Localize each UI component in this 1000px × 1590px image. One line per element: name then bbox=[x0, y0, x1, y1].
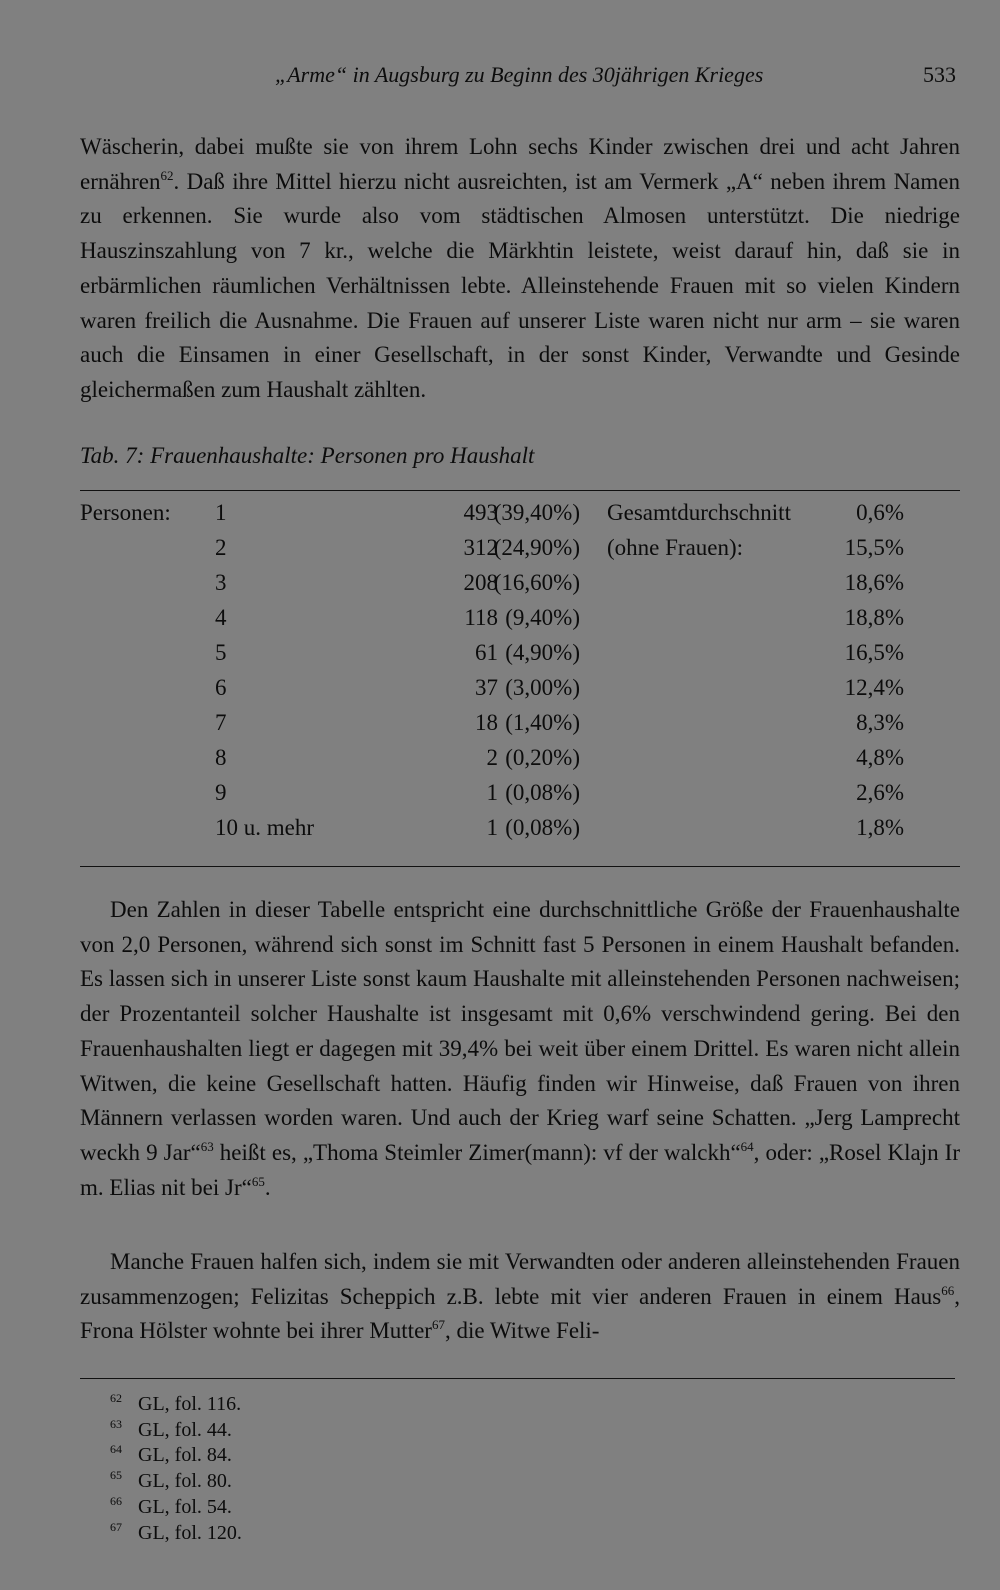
footnote: 63 GL, fol. 44. bbox=[110, 1416, 232, 1441]
overall-cell: 18,8% bbox=[844, 605, 904, 630]
percent-cell: (16,60%) bbox=[493, 570, 580, 595]
table-caption: Tab. 7: Frauenhaushalte: Personen pro Haushalt bbox=[80, 443, 535, 468]
footnote-text: GL, fol. 120. bbox=[138, 1521, 242, 1544]
percent-cell: (0,08%) bbox=[505, 815, 580, 840]
persons-cell: 2 bbox=[215, 535, 227, 560]
footnote: 64 GL, fol. 84. bbox=[110, 1442, 232, 1467]
paragraph-2 bbox=[80, 893, 960, 1205]
footnote-text: GL, fol. 80. bbox=[138, 1470, 232, 1493]
count-cell: 37 bbox=[475, 675, 498, 700]
count-cell: 18 bbox=[475, 710, 498, 735]
table-row bbox=[80, 605, 960, 640]
paragraph-2-text-a: Den Zahlen in dieser Tabelle entspricht eine durchschnittliche Größe der Frauenhaushalte von 2,0 Personen, während sich sonst im Schnitt fast 5 Personen in einem Haushalt befanden. Es lassen sich in unserer Liste sonst kaum Haushalte mit alleinstehenden Personen nachweisen; der Prozentanteil solcher Haushalte ist insgesamt mit 0,6% verschwindend gering. Bei den Frauenhaushalten liegt er dagegen mit 39,4% bei weit über einem Drittel. Es waren nicht allein Witwen, die keine Gesellschaft hatten. Häufig finden wir Hinweise, daß Frauen von ihren Männern verlassen worden waren. Und auch der Krieg warf seine Schatten. „Jerg Lamprecht weckh 9 Jar“ bbox=[80, 897, 960, 1165]
overall-note-line-2: (ohne Frauen): bbox=[607, 535, 744, 560]
persons-cell: 9 bbox=[215, 780, 227, 805]
percent-cell: (0,20%) bbox=[505, 745, 580, 770]
overall-cell: 1,8% bbox=[856, 815, 904, 840]
footnote-ref-65: 65 bbox=[251, 1173, 265, 1189]
footnote-ref-63: 63 bbox=[200, 1138, 214, 1154]
count-cell: 1 bbox=[486, 815, 498, 840]
count-cell: 2 bbox=[486, 745, 498, 770]
percent-cell: (1,40%) bbox=[505, 710, 580, 735]
table-row bbox=[80, 640, 960, 675]
overall-cell: 16,5% bbox=[844, 640, 904, 665]
paragraph-3 bbox=[80, 1245, 960, 1349]
table-bottom-rule bbox=[80, 866, 960, 867]
count-cell: 61 bbox=[475, 640, 498, 665]
footnote: 66 GL, fol. 54. bbox=[110, 1493, 232, 1518]
overall-cell: 0,6% bbox=[856, 500, 904, 525]
paragraph-2-text-c: , oder: „Rosel Klajn Ir m. Elias nit bei Jr“ bbox=[80, 1139, 960, 1200]
persons-cell: 4 bbox=[215, 605, 227, 630]
row-label: Personen: bbox=[80, 500, 171, 525]
overall-cell: 2,6% bbox=[856, 780, 904, 805]
footnotes bbox=[110, 1392, 242, 1546]
footnote-rule bbox=[80, 1378, 955, 1379]
count-cell: 208 bbox=[463, 570, 498, 595]
persons-cell: 8 bbox=[215, 745, 227, 770]
paragraph-1 bbox=[80, 130, 960, 408]
paragraph-3-text-c: , die Witwe Feli- bbox=[444, 1318, 600, 1344]
table-row bbox=[80, 710, 960, 745]
overall-note-line-1: Gesamtdurchschnitt bbox=[607, 500, 791, 525]
percent-cell: (9,40%) bbox=[505, 605, 580, 630]
footnote-text: GL, fol. 116. bbox=[138, 1393, 242, 1415]
overall-cell: 15,5% bbox=[844, 535, 904, 560]
persons-cell: 1 bbox=[215, 500, 227, 525]
paragraph-2-text-b: heißt es, „Thoma Steimler Zimer(mann): vf der walckh“ bbox=[213, 1139, 741, 1165]
footnote: 62 GL, fol. 116. bbox=[110, 1391, 242, 1415]
percent-cell: (39,40%) bbox=[493, 500, 580, 525]
table-row bbox=[80, 815, 960, 850]
percent-cell: (24,90%) bbox=[493, 535, 580, 560]
household-table bbox=[80, 500, 960, 850]
count-cell: 118 bbox=[464, 605, 498, 630]
table-row bbox=[80, 535, 960, 570]
persons-cell: 5 bbox=[215, 640, 227, 665]
footnote-ref-67: 67 bbox=[431, 1317, 445, 1333]
footnote-text: GL, fol. 54. bbox=[138, 1495, 232, 1518]
footnote-ref-62: 62 bbox=[160, 167, 174, 183]
footnote-text: GL, fol. 44. bbox=[138, 1418, 232, 1441]
footnote-text: GL, fol. 84. bbox=[138, 1444, 232, 1467]
running-title: „Arme“ in Augsburg zu Beginn des 30jährigen Krieges bbox=[275, 62, 764, 87]
overall-cell: 8,3% bbox=[856, 710, 904, 735]
table-top-rule bbox=[80, 490, 960, 491]
percent-cell: (0,08%) bbox=[505, 780, 580, 805]
table-row bbox=[80, 780, 960, 815]
count-cell: 493 bbox=[463, 500, 498, 525]
overall-cell: 18,6% bbox=[844, 570, 904, 595]
paragraph-2-text-d: . bbox=[264, 1174, 271, 1200]
page-number: 533 bbox=[923, 62, 956, 87]
footnote: 67 GL, fol. 120. bbox=[110, 1519, 242, 1544]
page-header bbox=[80, 62, 960, 92]
table-row bbox=[80, 675, 960, 710]
persons-cell: 10 u. mehr bbox=[215, 815, 315, 840]
paragraph-3-text-a: Manche Frauen halfen sich, indem sie mit Verwandten oder anderen alleinstehenden Frauen zusammenzogen; Felizitas Scheppich z.B. lebte mit vier anderen Frauen in einem Haus bbox=[80, 1249, 960, 1309]
table-row bbox=[80, 500, 960, 535]
table-row bbox=[80, 570, 960, 605]
percent-cell: (3,00%) bbox=[505, 675, 580, 700]
overall-cell: 4,8% bbox=[856, 745, 904, 770]
footnote-ref-66: 66 bbox=[941, 1282, 955, 1298]
persons-cell: 7 bbox=[215, 710, 227, 735]
footnote-ref-64: 64 bbox=[740, 1138, 754, 1154]
count-cell: 312 bbox=[463, 535, 498, 560]
paragraph-1-text-a: Wäscherin, dabei mußte sie von ihrem Lohn sechs Kinder zwischen drei und acht Jahren ernähren bbox=[80, 134, 960, 194]
footnote: 65 GL, fol. 80. bbox=[110, 1468, 232, 1493]
overall-cell: 12,4% bbox=[844, 675, 904, 700]
persons-cell: 3 bbox=[215, 570, 227, 595]
count-cell: 1 bbox=[486, 780, 498, 805]
table-row bbox=[80, 745, 960, 780]
paragraph-1-text-b: . Daß ihre Mittel hierzu nicht ausreichten, ist am Vermerk „A“ neben ihrem Namen zu erkennen. Sie wurde also vom städtischen Almosen unterstützt. Die niedrige Hauszinszahlung von 7 kr., welche die Märkhtin leistete, weist darauf hin, daß sie in erbärmlichen räumlichen Verhältnissen lebte. Alleinstehende Frauen mit so vielen Kindern waren freilich die Ausnahme. Die Frauen auf unserer Liste waren nicht nur arm – sie waren auch die Einsamen in einer Gesellschaft, in der sonst Kinder, Verwandte und Gesinde gleichermaßen zum Haushalt zählten. bbox=[80, 168, 960, 402]
persons-cell: 6 bbox=[215, 675, 227, 700]
percent-cell: (4,90%) bbox=[505, 640, 580, 665]
paragraph-3-text-b: , Frona Hölster wohnte bei ihrer Mutter bbox=[80, 1283, 960, 1344]
